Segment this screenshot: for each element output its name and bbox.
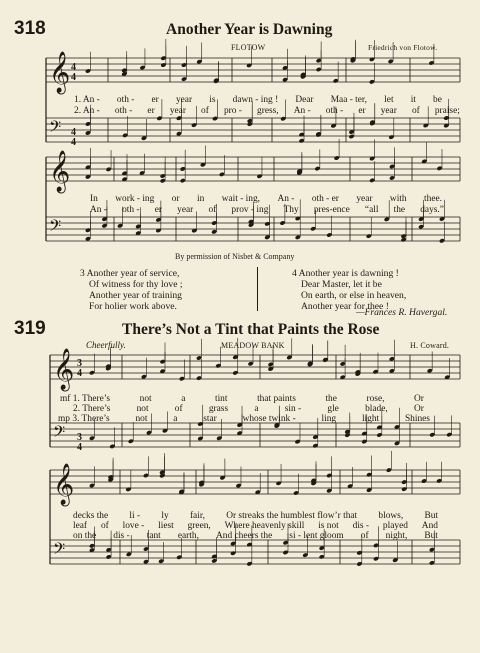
time-signature-top: 3 [77, 358, 82, 369]
author-credit: —Frances R. Havergal. [356, 307, 448, 318]
treble-clef: 𝄞 [53, 464, 75, 505]
hymn-title: Another Year is Dawning [166, 21, 333, 38]
time-signature-bottom: 4 [71, 137, 76, 148]
lyrics-line: mp 3. There’s not a star whose twink - ling light Shines [58, 414, 430, 424]
tempo-marking: Cheerfully. [86, 340, 126, 350]
bass-clef: 𝄢 [53, 422, 66, 445]
lyrics-line: 2. There’s not of grass a sin - gle blade, Or [73, 404, 424, 414]
lyrics-line: mf 1. There’s not a tint that paints the rose, Or [60, 394, 424, 404]
verse-3: 3 Another year of service, Of witness for thy love ; Another year of training For holier work above. [80, 268, 183, 312]
verse-4: 4 Another year is dawning ! Dear Master, let it be On earth, or else in heaven, Another year for thee ! [292, 268, 407, 312]
lyrics-line: In work - ing or in wait - ing, An - oth - er year with thee. [90, 194, 442, 204]
composer-name: Friedrich von Flotow. [368, 43, 438, 52]
treble-clef: 𝄞 [53, 349, 75, 390]
lyrics-line: 1. An - oth - er year is dawn - ing ! Dear Maa - ter, let it be [74, 95, 442, 105]
hymn-number: 319 [14, 318, 46, 339]
composer-name: H. Coward. [410, 341, 450, 350]
bass-clef: 𝄢 [49, 117, 62, 140]
bass-clef: 𝄢 [49, 216, 62, 239]
treble-clef: 𝄞 [49, 52, 71, 93]
tune-name: MEADOW BANK [221, 341, 285, 350]
time-signature-top: 4 [71, 62, 76, 73]
hymn-title: There’s Not a Tint that Paints the Rose [122, 321, 380, 338]
time-signature-bottom: 4 [71, 72, 76, 83]
time-signature-bottom: 4 [77, 442, 82, 453]
bass-clef: 𝄢 [53, 539, 66, 562]
lyrics-line: on the dis - tant earth, And cheers the si - lent gloom of night, But [73, 531, 438, 541]
lyrics-line: leaf of love - liest green, Where heavenly skill is not dis - played And [73, 521, 438, 531]
verse-divider [257, 267, 258, 311]
time-signature-top: 3 [77, 432, 82, 443]
time-signature-top: 4 [71, 127, 76, 138]
tune-name: FLOTOW [231, 43, 266, 52]
permission-note: By permission of Nisbet & Company [175, 252, 295, 261]
treble-clef: 𝄞 [49, 151, 71, 192]
hymn-number: 318 [14, 18, 46, 39]
time-signature-bottom: 4 [77, 368, 82, 379]
lyrics-line: decks the li - ly fair, Or streaks the humblest flow’r that blows, But [73, 511, 438, 521]
lyrics-line: An - oth - er year of prov - ing Thy pres-ence “all the days.” [90, 205, 444, 215]
lyrics-line: 2. An - oth - er year of pro - gress, An - oth - er year of praise; [74, 106, 460, 116]
